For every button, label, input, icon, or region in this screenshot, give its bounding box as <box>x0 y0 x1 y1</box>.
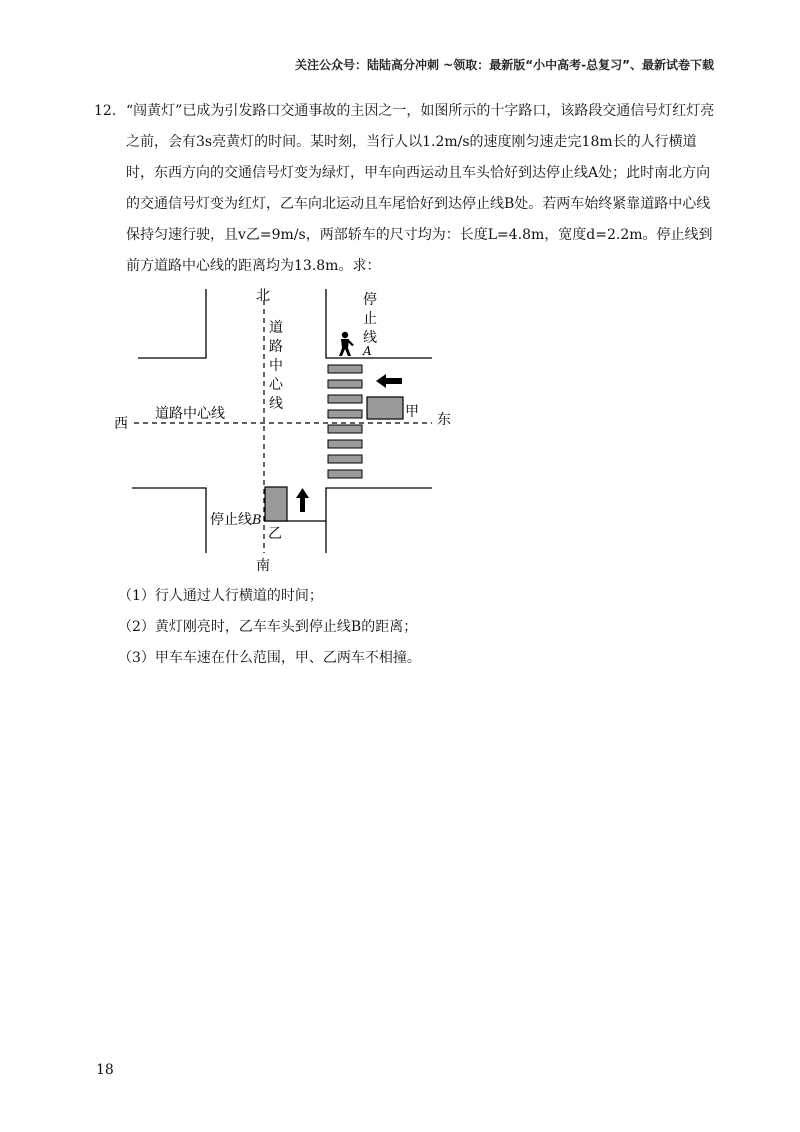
stop-line-a-char: 线 <box>363 330 377 346</box>
road-edge-se <box>326 488 432 553</box>
sub-question-1: （1）行人通过人行横道的时间； <box>118 588 323 604</box>
crosswalk-stripe <box>328 470 362 478</box>
crosswalk-stripe <box>328 440 362 448</box>
car-jia-label: 甲 <box>405 404 419 420</box>
label-west: 西 <box>114 416 128 432</box>
road-edge-nw <box>138 289 206 358</box>
label-south: 南 <box>256 558 270 574</box>
center-vertical-char: 道 <box>269 320 283 336</box>
road-edge-sw <box>132 488 206 553</box>
label-north: 北 <box>256 288 270 304</box>
page-number: 18 <box>96 1062 114 1078</box>
car-jia <box>367 397 403 419</box>
car-yi <box>265 487 287 521</box>
crosswalk <box>328 365 362 478</box>
question-number: 12. <box>94 103 117 119</box>
arrow-up-icon <box>296 488 309 512</box>
crosswalk-stripe <box>328 410 362 418</box>
crosswalk-stripe <box>328 455 362 463</box>
crosswalk-stripe <box>328 365 362 373</box>
center-horizontal-label: 道路中心线 <box>155 406 225 422</box>
crosswalk-stripe <box>328 380 362 388</box>
stop-line-a-char: 停 <box>363 292 377 308</box>
center-vertical-char: 路 <box>269 339 283 355</box>
center-vertical-char: 心 <box>269 377 283 393</box>
sub-question-3: （3）甲车车速在什么范围，甲、乙两车不相撞。 <box>118 650 421 666</box>
page-header: 关注公众号：陆陆高分冲刺 ~领取：最新版“小中高考-总复习”、最新试卷下载 <box>295 58 714 72</box>
stop-line-a-char: 止 <box>363 311 377 327</box>
arrow-left-icon <box>376 374 402 388</box>
center-vertical-char: 中 <box>269 358 283 374</box>
question-text: “闯黄灯”已成为引发路口交通事故的主因之一，如图所示的十字路口，该路段交通信号灯红灯亮之前，会有3s亮黄灯的时间。某时刻，当行人以1.2m/s的速度刚匀速走完18m长的人行横道时，东西方向的交通信号灯变为绿灯，甲车向西运动且车头恰好到达停止线A处；此时南北方向的交通信号灯变为红灯，乙车向北运动且车尾恰好到达停止线B处。若两车始终紧靠道路中心线保持匀速行驶，且v乙=9m/s，两部轿车的尺寸均为：长度L=4.8m，宽度d=2.2m。停止线到前方道路中心线的距离均为13.8m。求： <box>126 103 715 274</box>
label-a: A <box>363 344 372 358</box>
center-vertical-char: 线 <box>269 396 283 412</box>
stop-line-b-label: 停止线 <box>210 512 252 528</box>
label-b: B <box>252 513 262 528</box>
intersection-diagram <box>0 280 800 580</box>
sub-question-2: （2）黄灯刚亮时，乙车车头到停止线B的距离； <box>118 619 418 635</box>
pedestrian-icon <box>339 332 354 356</box>
crosswalk-stripe <box>328 425 362 433</box>
crosswalk-stripe <box>328 395 362 403</box>
question-block <box>96 96 716 282</box>
car-yi-label: 乙 <box>268 526 282 542</box>
road-edge-ne <box>326 289 432 358</box>
label-east: 东 <box>437 412 451 428</box>
